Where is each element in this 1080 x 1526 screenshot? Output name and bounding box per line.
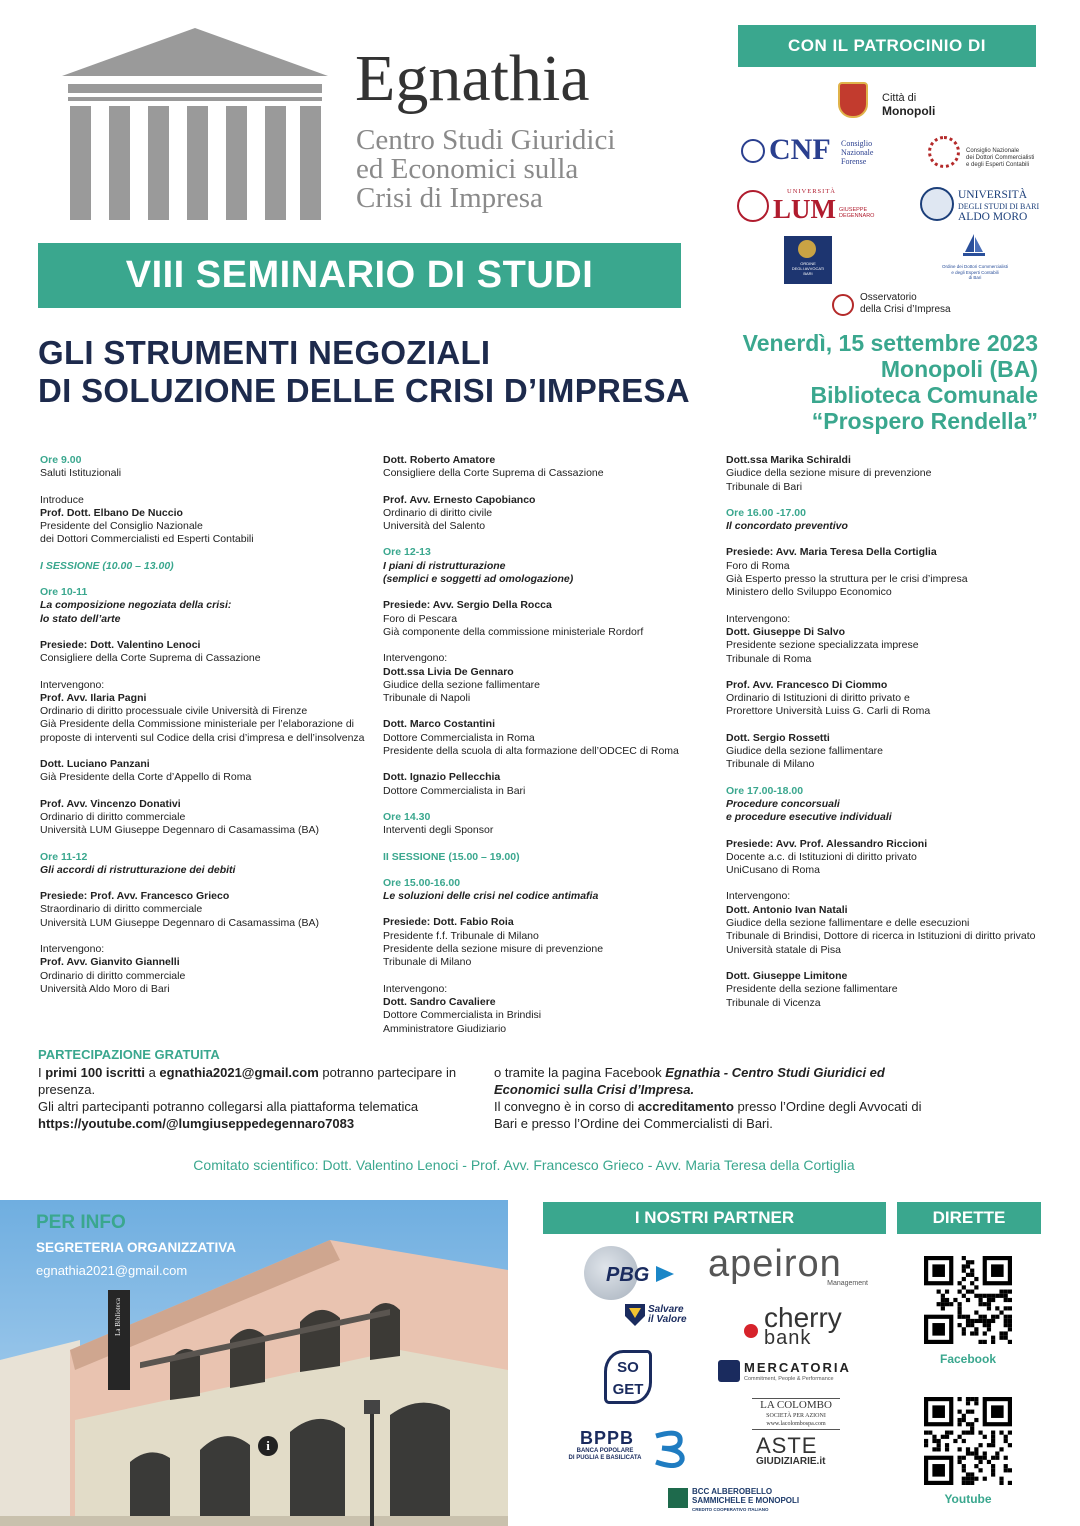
program-item — [383, 494, 713, 534]
program-item — [383, 851, 713, 864]
program-time: Ore 17.00-18.00 — [726, 784, 804, 797]
program-topic: e procedure esecutive individuali — [726, 811, 892, 824]
speaker-role: Ordinario di diritto commerciale — [40, 810, 186, 823]
program-time: Ore 12-13 — [383, 546, 431, 559]
temple-column — [265, 106, 286, 220]
program-topic: Le soluzioni delle crisi nel codice antimafia — [383, 890, 599, 903]
speaker-role: Foro di Pescara — [383, 612, 458, 625]
program-prefix: Intervengono: — [726, 890, 791, 903]
speaker-name: Presiede: Avv. Maria Teresa Della Cortiglia — [726, 546, 937, 559]
speaker-role: Giudice della sezione fallimentare — [726, 745, 884, 758]
temple-beam-thin — [68, 97, 322, 101]
program-column-2 — [383, 454, 713, 1049]
program-prefix: Intervengono: — [726, 612, 791, 625]
speaker-role: Presidente sezione specializzata imprese — [726, 639, 919, 652]
program-item — [40, 454, 370, 481]
brand-name: Egnathia — [355, 42, 590, 115]
program-item — [40, 586, 370, 626]
cherry-icon — [744, 1324, 758, 1338]
speaker-role: Tribunale di Napoli — [383, 692, 471, 705]
brand-subtitle: Centro Studi Giuridici ed Economici sulla Crisi di Impresa — [356, 124, 616, 214]
event-venue: Biblioteca Comunale — [810, 382, 1038, 408]
speaker-role: Università Aldo Moro di Bari — [40, 982, 170, 995]
pbg-logo: PBG — [578, 1244, 676, 1304]
comitato-scientifico: Comitato scientifico: Dott. Valentino Lenoci - Prof. Avv. Francesco Grieco - Avv. Maria Teresa della Cortiglia — [193, 1157, 855, 1173]
temple-column — [300, 106, 321, 220]
speaker-name: Dott. Sergio Rossetti — [726, 731, 830, 744]
program-item — [383, 877, 713, 904]
program-item — [383, 916, 713, 969]
program-topic: Gli accordi di ristrutturazione dei debiti — [40, 863, 236, 876]
program-item — [726, 732, 1056, 772]
speaker-role: dei Dottori Commercialisti ed Esperti Contabili — [40, 533, 254, 546]
program-item — [726, 785, 1056, 825]
program-prefix: Intervengono: — [383, 982, 448, 995]
program-item — [383, 454, 713, 481]
speaker-name: Prof. Avv. Vincenzo Donativi — [40, 797, 181, 810]
program-item — [40, 560, 370, 573]
speaker-role: Già componente della commissione ministeriale Rordorf — [383, 625, 644, 638]
temple-beam — [68, 84, 322, 93]
speaker-name: Presiede: Dott. Valentino Lenoci — [40, 638, 201, 651]
program-item — [40, 890, 370, 930]
main-title: GLI STRUMENTI NEGOZIALI DI SOLUZIONE DELLE CRISI D’IMPRESA — [38, 334, 690, 409]
program-item — [726, 454, 1056, 494]
speaker-role: Già Esperto presso la struttura per le crisi d’impresa — [726, 573, 968, 586]
speaker-role: Straordinario di diritto commerciale — [40, 903, 203, 916]
program-time: Ore 11-12 — [40, 850, 88, 863]
ordine-avvocati-logo: ORDINE DEGLI AVVOCATI BARI — [784, 236, 832, 284]
speaker-role: Amministratore Giudiziario — [383, 1022, 507, 1035]
dirette-heading: DIRETTE — [897, 1202, 1041, 1234]
speaker-role: Tribunale di Bari — [726, 480, 803, 493]
program-topic: (semplici e soggetti ad omologazione) — [383, 573, 574, 586]
partecipazione-left: I primi 100 iscritti a egnathia2021@gmail.com potranno partecipare in presenza. Gli altri partecipanti potranno collegarsi alla piattaforma telematica https://youtube.com/@lumgiuseppedegennaro7083 — [38, 1064, 478, 1132]
program-item — [726, 546, 1056, 599]
speaker-role: Tribunale di Milano — [726, 758, 815, 771]
info-sign-icon: i — [258, 1436, 278, 1456]
speaker-role: UniCusano di Roma — [726, 864, 820, 877]
facebook-qr-code[interactable] — [924, 1256, 1012, 1344]
speaker-role: Consigliere della Corte Suprema di Cassazione — [383, 467, 604, 480]
program-time: Ore 16.00 -17.00 — [726, 506, 806, 519]
speaker-name: Prof. Avv. Ilaria Pagni — [40, 691, 147, 704]
speaker-role: Presidente f.f. Tribunale di Milano — [383, 929, 539, 942]
program-prefix: Introduce — [40, 493, 84, 506]
program-prefix: Intervengono: — [40, 678, 105, 691]
speaker-role: Università LUM Giuseppe Degennaro di Casamassima (BA) — [40, 916, 319, 929]
temple-column — [148, 106, 169, 220]
program-prefix: Intervengono: — [40, 943, 105, 956]
program-item — [726, 507, 1056, 534]
speaker-name: Dott.ssa Marika Schiraldi — [726, 454, 851, 466]
speaker-role: Università LUM Giuseppe Degennaro di Casamassima (BA) — [40, 824, 319, 837]
speaker-role: Saluti Istituzionali — [40, 467, 122, 480]
program-item — [383, 599, 713, 639]
speaker-role: Tribunale di Vicenza — [726, 996, 821, 1009]
shield-icon — [625, 1304, 645, 1326]
sail-ship-icon — [961, 232, 987, 258]
temple-column — [109, 106, 130, 220]
speaker-role: Presidente del Consiglio Nazionale — [40, 520, 203, 533]
program-prefix: Intervengono: — [383, 652, 448, 665]
program-item — [726, 613, 1056, 666]
speaker-name: Presiede: Avv. Sergio Della Rocca — [383, 599, 552, 612]
speaker-name: Dott. Antonio Ivan Natali — [726, 903, 848, 916]
speaker-name: Prof. Avv. Francesco Di Ciommo — [726, 678, 888, 691]
speaker-name: Dott. Giuseppe Di Salvo — [726, 625, 846, 638]
speaker-role: Dottore Commercialista in Brindisi — [383, 1009, 542, 1022]
program-time: Ore 14.30 — [383, 810, 431, 823]
partecipazione-right: o tramite la pagina Facebook Egnathia - Centro Studi Giuridici ed Economici sulla Crisi d’Impresa. Il convegno è in corso di accreditamento presso l’Ordine degli Avvocati di Bari e presso l’Ordine dei Commercialisti di Bari. — [494, 1065, 922, 1131]
program-item — [726, 970, 1056, 1010]
monopoli-crest-icon — [838, 82, 868, 118]
speaker-name: Prof. Avv. Gianvito Giannelli — [40, 956, 180, 969]
info-email[interactable]: egnathia2021@gmail.com — [36, 1263, 188, 1278]
apeiron-logo: apeiron Management — [708, 1243, 868, 1287]
speaker-role: Interventi degli Sponsor — [383, 824, 494, 837]
program-column-3 — [726, 454, 1056, 1023]
mercatoria-mark-icon — [718, 1360, 740, 1382]
program-topic: Il concordato preventivo — [726, 520, 848, 533]
program-item — [383, 811, 713, 838]
speaker-name: Dott. Luciano Panzani — [40, 758, 150, 771]
facebook-label[interactable]: Facebook — [939, 1352, 996, 1366]
program-time: Ore 10-11 — [40, 586, 88, 599]
la-colombo-logo: LA COLOMBO SOCIETÀ PER AZIONI www.lacolombospa.com — [752, 1398, 840, 1430]
bcc-mark-icon — [668, 1488, 688, 1508]
program-item — [40, 943, 370, 996]
program-item — [40, 851, 370, 878]
program-time: Ore 15.00-16.00 — [383, 876, 461, 889]
speaker-name: Dott. Giuseppe Limitone — [726, 969, 848, 982]
bppb-swirl-icon — [652, 1428, 692, 1468]
speaker-name: Prof. Avv. Ernesto Capobianco — [383, 493, 536, 506]
program-item — [726, 679, 1056, 719]
library-sign: La Biblioteca — [108, 1290, 130, 1390]
temple-roof-icon — [62, 28, 328, 76]
speaker-role: Consigliere della Corte Suprema di Cassazione — [40, 652, 261, 665]
youtube-label[interactable]: Youtube — [944, 1492, 992, 1506]
program-item — [40, 679, 370, 745]
session-heading: II SESSIONE (15.00 – 19.00) — [383, 850, 520, 863]
program-topic: Procedure concorsuali — [726, 797, 840, 810]
event-venue-name: “Prospero Rendella” — [811, 408, 1038, 434]
emblem-icon — [741, 139, 765, 163]
speaker-role: Giudice della sezione fallimentare e delle esecuzioni — [726, 917, 970, 930]
lum-seal-icon — [737, 190, 769, 222]
youtube-link[interactable]: https://youtube.com/@lumgiuseppedegennaro7083 — [38, 1116, 355, 1131]
event-city: Monopoli (BA) — [880, 356, 1038, 382]
temple-column — [226, 106, 247, 220]
uniba-seal-icon — [920, 187, 954, 221]
speaker-role: Tribunale di Brindisi, Dottore di ricerca in Istituzioni di diritto privato — [726, 930, 1036, 943]
speaker-role: Tribunale di Milano — [383, 956, 472, 969]
speaker-role: Foro di Roma — [726, 559, 790, 572]
speaker-name: Presiede: Avv. Prof. Alessandro Riccioni — [726, 837, 928, 850]
youtube-qr-code[interactable] — [924, 1397, 1012, 1485]
speaker-role: Presidente della scuola di alta formazione dell’ODCEC di Roma — [383, 745, 679, 758]
arrow-icon — [656, 1266, 674, 1282]
speaker-name: Prof. Dott. Elbano De Nuccio — [40, 506, 183, 519]
speaker-name: Presiede: Dott. Fabio Roia — [383, 916, 514, 929]
speaker-name: Dott. Ignazio Pellecchia — [383, 771, 501, 784]
speaker-role: Università del Salento — [383, 520, 486, 533]
temple-column — [70, 106, 91, 220]
program-time: Ore 9.00 — [40, 454, 82, 466]
program-item — [726, 838, 1056, 878]
speaker-name: Dott. Roberto Amatore — [383, 454, 496, 466]
segreteria-label: SEGRETERIA ORGANIZZATIVA — [36, 1240, 237, 1255]
program-item — [40, 758, 370, 785]
seminario-banner: VIII SEMINARIO DI STUDI — [38, 243, 681, 308]
speaker-name: Dott.ssa Livia De Gennaro — [383, 665, 514, 678]
program-item — [40, 639, 370, 666]
program-topic: I piani di ristrutturazione — [383, 559, 506, 572]
program-topic: lo stato dell’arte — [40, 612, 121, 625]
program-item — [726, 890, 1056, 956]
speaker-role: proposte di interventi sul Codice della crisi d’impresa e dell’insolvenza — [40, 731, 365, 744]
aste-giudiziarie-logo: ASTE GIUDIZIARIE.it — [756, 1433, 826, 1467]
speaker-name: Presiede: Prof. Avv. Francesco Grieco — [40, 890, 230, 903]
event-date: Venerdì, 15 settembre 2023 — [742, 330, 1038, 356]
partner-heading: I NOSTRI PARTNER — [543, 1202, 886, 1234]
speaker-role: Prorettore Università Luiss G. Carli di Roma — [726, 705, 931, 718]
speaker-role: Presidente della sezione misure di prevenzione — [383, 943, 604, 956]
speaker-role: Dottore Commercialista in Roma — [383, 731, 535, 744]
speaker-role: Giudice della sezione misure di prevenzione — [726, 467, 932, 480]
soget-logo: SO GET — [604, 1350, 652, 1404]
patrocinio-heading: CON IL PATROCINIO DI — [738, 25, 1036, 67]
program-item — [40, 798, 370, 838]
speaker-role: Già Presidente della Commissione ministeriale per l’elaborazione di — [40, 718, 354, 731]
speaker-role: Ordinario di diritto processuale civile Università di Firenze — [40, 705, 308, 718]
event-info — [743, 330, 1038, 434]
program-item — [383, 546, 713, 586]
partecipazione-heading: PARTECIPAZIONE GRATUITA — [38, 1047, 220, 1062]
program-column-1 — [40, 454, 370, 1009]
osservatorio-seal-icon — [832, 294, 854, 316]
speaker-role: Tribunale di Roma — [726, 652, 812, 665]
speaker-role: Ordinario di Istituzioni di diritto privato e — [726, 692, 910, 705]
speaker-role: Dottore Commercialista in Bari — [383, 784, 526, 797]
per-info-heading: PER INFO — [36, 1212, 126, 1233]
program-item — [383, 771, 713, 798]
ordine-seal-icon — [798, 240, 816, 258]
cndcec-flower-icon — [928, 136, 960, 168]
temple-column — [187, 106, 208, 220]
speaker-role: Ordinario di diritto civile — [383, 506, 493, 519]
session-heading: I SESSIONE (10.00 – 13.00) — [40, 559, 174, 572]
speaker-role: Università statale di Pisa — [726, 943, 841, 956]
program-topic: La composizione negoziata della crisi: — [40, 599, 232, 612]
speaker-role: Già Presidente della Corte d’Appello di Roma — [40, 771, 252, 784]
program-item — [383, 983, 713, 1036]
speaker-role: Ordinario di diritto commerciale — [40, 969, 186, 982]
speaker-role: Docente a.c. di Istituzioni di diritto privato — [726, 850, 917, 863]
speaker-name: Dott. Sandro Cavaliere — [383, 995, 496, 1008]
speaker-name: Dott. Marco Costantini — [383, 718, 495, 731]
program-item — [40, 494, 370, 547]
bppb-logo: BPPB BANCA POPOLARE DI PUGLIA E BASILICATA — [556, 1426, 696, 1470]
speaker-role: Giudice della sezione fallimentare — [383, 678, 541, 691]
speaker-role: Presidente della sezione fallimentare — [726, 983, 898, 996]
speaker-role: Ministero dello Sviluppo Economico — [726, 586, 892, 599]
program-item — [383, 718, 713, 758]
program-item — [383, 652, 713, 705]
